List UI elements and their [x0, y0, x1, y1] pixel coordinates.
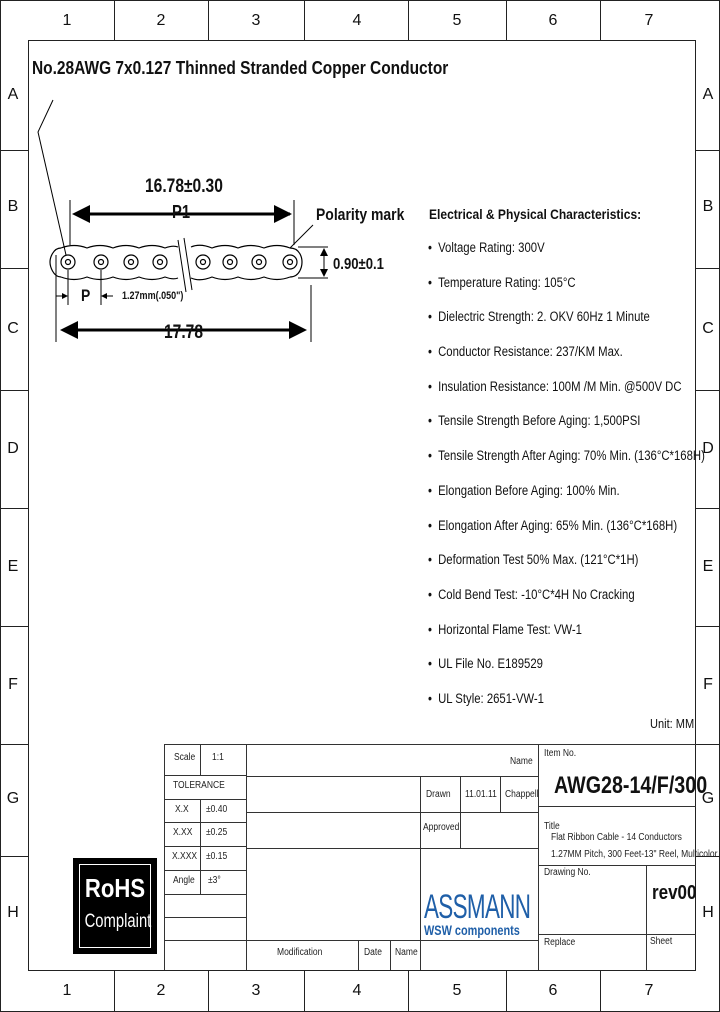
polarity-mark-label: Polarity mark [316, 205, 405, 224]
bullet-icon: • [428, 621, 432, 637]
bullet-icon: • [428, 482, 432, 498]
title-line-2: 1.27MM Pitch, 300 Feet-13" Reel, Multicolor [551, 849, 718, 860]
assmann-subtitle: WSW components [424, 922, 520, 938]
row-label: C [7, 320, 19, 337]
specs-header: Electrical & Physical Characteristics: [429, 206, 642, 222]
spec-item: • Temperature Rating: 105°C [428, 274, 576, 290]
row-label: E [702, 558, 714, 575]
name-label: Name [510, 756, 533, 767]
spec-item: • Cold Bend Test: -10°C*4H No Cracking [428, 586, 635, 602]
scale-value: 1:1 [212, 752, 224, 763]
bullet-icon: • [428, 448, 432, 464]
cable-width-dimension: 17.78 [164, 322, 203, 343]
row-label: H [7, 904, 19, 921]
bullet-icon: • [428, 378, 432, 394]
approved-label: Approved [423, 822, 460, 833]
drawn-label: Drawn [426, 789, 451, 800]
assmann-wordmark: ASSMANN [424, 888, 531, 926]
tol-label: X.XX [173, 827, 193, 838]
col-label: 2 [156, 12, 166, 29]
spec-item: • UL Style: 2651-VW-1 [428, 690, 544, 706]
tolerance-label: TOLERANCE [173, 780, 225, 791]
row-label: G [6, 790, 20, 807]
bullet-icon: • [428, 517, 432, 533]
row-label: D [702, 440, 714, 457]
spec-item: • UL File No. E189529 [428, 656, 543, 672]
tol-label: X.X [175, 804, 189, 815]
revision: rev00 [652, 882, 697, 904]
item-no-label: Item No. [544, 748, 577, 759]
col-label: 1 [62, 12, 72, 29]
col-label: 1 [62, 982, 72, 999]
col-label: 2 [156, 982, 166, 999]
spec-item: • Elongation After Aging: 65% Min. (136°C*168H) [428, 517, 678, 533]
row-label: D [7, 440, 19, 457]
drawing-title: No.28AWG 7x0.127 Thinned Stranded Copper Conductor [32, 58, 449, 78]
tol-value: ±0.15 [206, 851, 228, 862]
overall-width-dimension: 16.78±0.30 [145, 176, 223, 197]
row-label: A [7, 86, 19, 103]
tol-value: ±0.40 [206, 804, 228, 815]
name-column-label: Name [395, 947, 418, 958]
row-label: G [701, 790, 715, 807]
row-label: H [702, 904, 714, 921]
specs-list [428, 240, 720, 726]
col-label: 4 [352, 12, 362, 29]
tol-value: ±3° [208, 875, 221, 886]
tol-label: Angle [173, 875, 195, 886]
bullet-icon: • [428, 586, 432, 602]
modification-label: Modification [277, 947, 323, 958]
title-line-1: Flat Ribbon Cable - 14 Conductors [551, 832, 682, 843]
rohs-subtext: Complaint [84, 911, 152, 932]
spec-item: • Voltage Rating: 300V [428, 240, 545, 255]
rohs-logo [73, 858, 157, 954]
rohs-text: RoHS [84, 873, 146, 903]
drawn-date: 11.01.11 [465, 789, 497, 800]
spec-item: • Horizontal Flame Test: VW-1 [428, 621, 582, 637]
title-label: Title [544, 821, 560, 832]
row-label: E [7, 558, 19, 575]
bullet-icon: • [428, 656, 432, 672]
col-label: 5 [452, 982, 462, 999]
col-label: 6 [548, 12, 558, 29]
row-label: B [702, 198, 714, 215]
assmann-logo [424, 888, 538, 936]
spec-item: • Deformation Test 50% Max. (121°C*1H) [428, 552, 639, 568]
tol-value: ±0.25 [206, 827, 228, 838]
col-label: 6 [548, 982, 558, 999]
scale-label: Scale [174, 752, 196, 763]
date-label: Date [364, 947, 382, 958]
p1-label: P1 [172, 202, 191, 222]
col-label: 3 [251, 982, 261, 999]
spec-item: • Insulation Resistance: 100M /M Min. @500V DC [428, 378, 682, 394]
bullet-icon: • [428, 690, 432, 706]
drawn-name: Chappell [505, 789, 539, 800]
replace-label: Replace [544, 937, 576, 948]
pitch-value: 1.27mm(.050") [122, 290, 184, 302]
unit-label: Unit: MM [650, 716, 695, 731]
bullet-icon: • [428, 240, 432, 255]
bullet-icon: • [428, 309, 432, 325]
bullet-icon: • [428, 413, 432, 429]
col-label: 7 [644, 982, 654, 999]
drawing-no-label: Drawing No. [544, 867, 591, 878]
sheet-label: Sheet [650, 936, 673, 947]
col-label: 4 [352, 982, 362, 999]
bullet-icon: • [428, 274, 432, 290]
pitch-p-label: P [81, 286, 91, 305]
col-label: 5 [452, 12, 462, 29]
bullet-icon: • [428, 344, 432, 360]
tol-label: X.XXX [172, 851, 198, 862]
item-number: AWG28-14/F/300 [554, 772, 708, 799]
spec-item: • Dielectric Strength: 2. OKV 60Hz 1 Minute [428, 309, 650, 325]
spec-item: • Elongation Before Aging: 100% Min. [428, 482, 620, 498]
row-label: B [7, 198, 19, 215]
col-label: 3 [251, 12, 261, 29]
row-label: F [703, 676, 713, 693]
thickness-dimension: 0.90±0.1 [333, 256, 384, 273]
spec-item: • Conductor Resistance: 237/KM Max. [428, 344, 623, 360]
col-label: 7 [644, 12, 654, 29]
row-label: F [8, 676, 18, 693]
row-label: C [702, 320, 714, 337]
bullet-icon: • [428, 552, 432, 568]
spec-item: • Tensile Strength Before Aging: 1,500PSI [428, 413, 641, 429]
spec-item: • Tensile Strength After Aging: 70% Min. (136°C*168H) [428, 448, 705, 464]
row-label: A [702, 86, 714, 103]
